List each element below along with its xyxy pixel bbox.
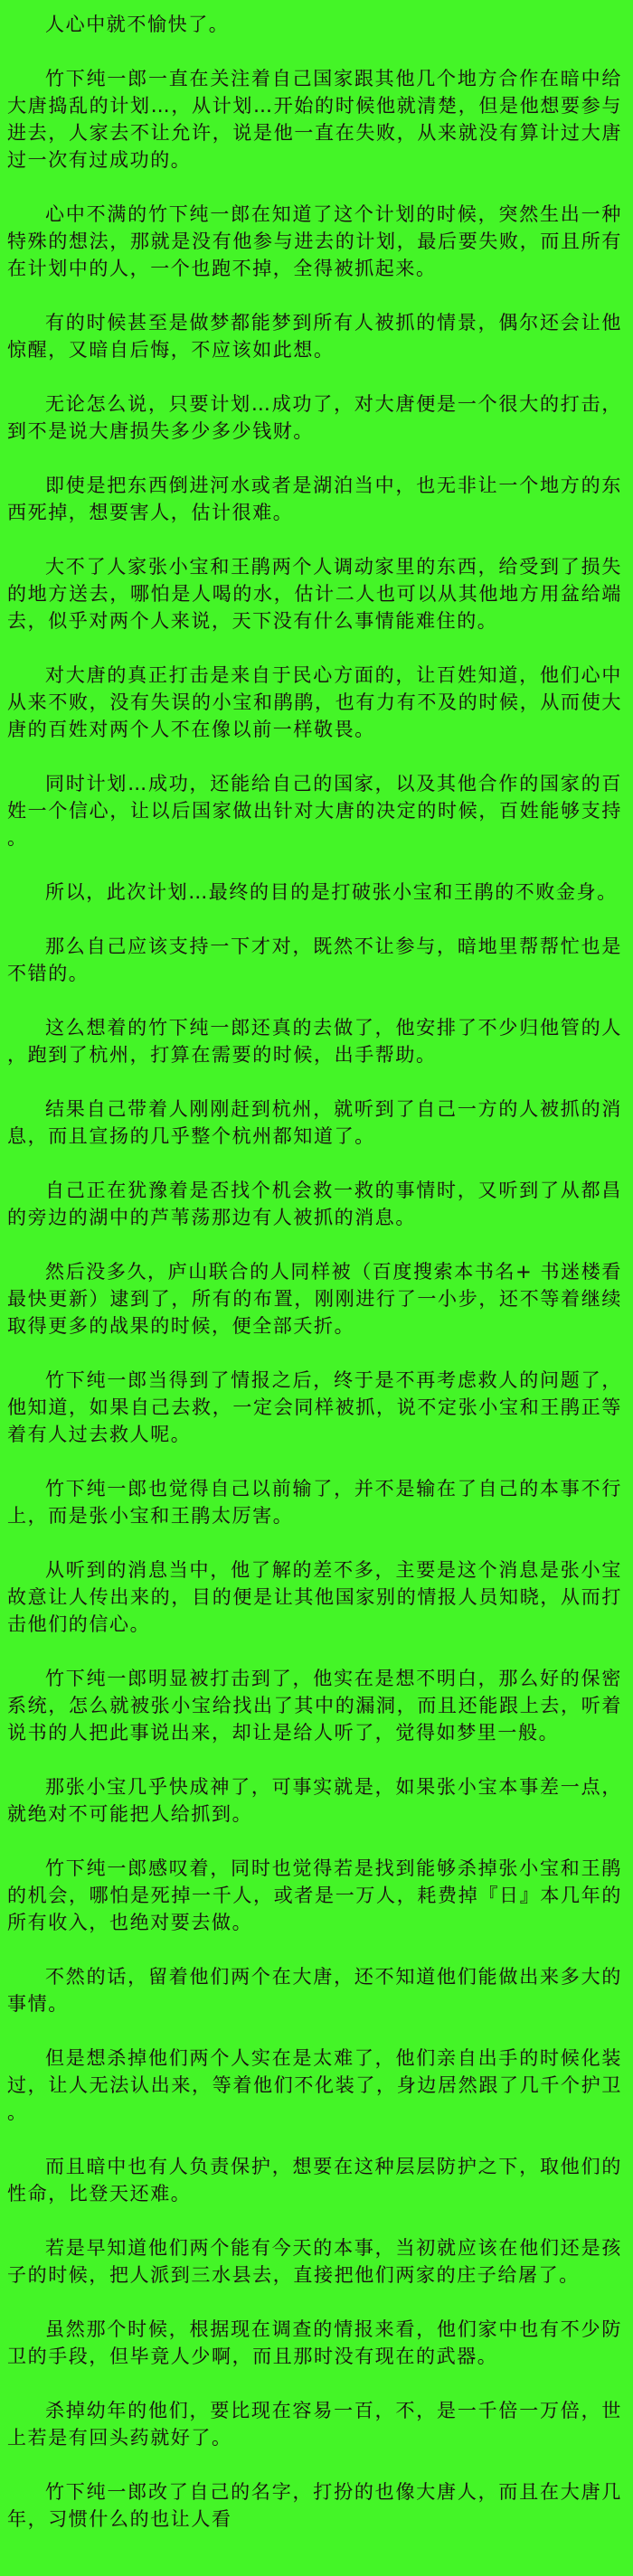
paragraph: 那张小宝几乎快成神了，可事实就是，如果张小宝本事差一点，就绝对不可能把人给抓到。 <box>7 1776 622 1825</box>
paragraph: 竹下纯一郎一直在关注着自己国家跟其他几个地方合作在暗中给大唐捣乱的计划…，从计划…开始的时候他就清楚，但是他想要参与进去，人家去不让允许，说是他一直在失败，从来就没有算计过大唐过一次有过成功的。 <box>7 68 622 171</box>
paragraph: 然后没多久，庐山联合的人同样被（百度搜索本书名+ 书迷楼看最快更新）逮到了，所有的布置，刚刚进行了一小步，还不等着继续取得更多的战果的时候，便全部夭折。 <box>7 1261 622 1337</box>
paragraph: 若是早知道他们两个能有今天的本事，当初就应该在他们还是孩子的时候，把人派到三水县去，直接把他们两家的庄子给屠了。 <box>7 2237 622 2286</box>
paragraph: 而且暗中也有人负责保护，想要在这种层层防护之下，取他们的性命，比登天还难。 <box>7 2156 622 2205</box>
paragraph: 结果自己带着人刚刚赶到杭州，就听到了自己一方的人被抓的消息，而且宣扬的几乎整个杭州都知道了。 <box>7 1098 622 1147</box>
paragraph: 对大唐的真正打击是来自于民心方面的，让百姓知道，他们心中从来不败，没有失误的小宝和鹃鹃，也有力有不及的时候，从而使大唐的百姓对两个人不在像以前一样敬畏。 <box>7 664 622 740</box>
paragraph: 那么自己应该支持一下才对，既然不让参与，暗地里帮帮忙也是不错的。 <box>7 935 622 984</box>
paragraph: 不然的话，留着他们两个在大唐，还不知道他们能做出来多大的事情。 <box>7 1966 622 2015</box>
paragraph: 竹下纯一郎改了自己的名字，打扮的也像大唐人，而且在大唐几年，习惯什么的也让人看 <box>7 2481 622 2530</box>
paragraph: 有的时候甚至是做梦都能梦到所有人被抓的情景，偶尔还会让他惊醒，又暗自后悔，不应该如此想。 <box>7 312 622 361</box>
paragraph: 心中不满的竹下纯一郎在知道了这个计划的时候，突然生出一种特殊的想法，那就是没有他参与进去的计划，最后要失败，而且所有在计划中的人，一个也跑不掉，全得被抓起来。 <box>7 203 622 279</box>
paragraph: 无论怎么说，只要计划…成功了，对大唐便是一个很大的打击，到不是说大唐损失多少多少钱财。 <box>7 393 622 442</box>
paragraph: 但是想杀掉他们两个人实在是太难了，他们亲自出手的时候化装过，让人无法认出来，等着他们不化装了，身边居然跟了几千个护卫。 <box>7 2047 622 2123</box>
paragraph: 竹下纯一郎感叹着，同时也觉得若是找到能够杀掉张小宝和王鹃的机会，哪怕是死掉一千人，或者是一万人，耗费掉『日』本几年的所有收入，也绝对要去做。 <box>7 1857 622 1933</box>
paragraph: 大不了人家张小宝和王鹃两个人调动家里的东西，给受到了损失的地方送去，哪怕是人喝的水，估计二人也可以从其他地方用盆给端去，似乎对两个人来说，天下没有什么事情能难住的。 <box>7 556 622 632</box>
paragraph: 竹下纯一郎也觉得自己以前输了，并不是输在了自己的本事不行上，而是张小宝和王鹃太厉害。 <box>7 1478 622 1527</box>
paragraph: 从听到的消息当中，他了解的差不多，主要是这个消息是张小宝故意让人传出来的，目的便是让其他国家别的情报人员知晓，从而打击他们的信心。 <box>7 1559 622 1635</box>
paragraph: 杀掉幼年的他们，要比现在容易一百，不，是一千倍一万倍，世上若是有回头药就好了。 <box>7 2400 622 2449</box>
paragraph: 即使是把东西倒进河水或者是湖泊当中，也无非让一个地方的东西死掉，想要害人，估计很难。 <box>7 475 622 523</box>
paragraph: 竹下纯一郎当得到了情报之后，终于是不再考虑救人的问题了，他知道，如果自己去救，一定会同样被抓，说不定张小宝和王鹃正等着有人过去救人呢。 <box>7 1369 622 1445</box>
paragraph: 虽然那个时候，根据现在调查的情报来看，他们家中也有不少防卫的手段，但毕竟人少啊，而且那时没有现在的武器。 <box>7 2318 622 2367</box>
paragraph: 人心中就不愉快了。 <box>45 14 230 35</box>
paragraph: 这么想着的竹下纯一郎还真的去做了，他安排了不少归他管的人，跑到了杭州，打算在需要的时候，出手帮助。 <box>7 1017 622 1066</box>
paragraph: 竹下纯一郎明显被打击到了，他实在是想不明白，那么好的保密系统，怎么就被张小宝给找出了其中的漏洞，而且还能跟上去，听着说书的人把此事说出来，却让是给人听了，觉得如梦里一般。 <box>7 1668 622 1744</box>
paragraph: 所以，此次计划…最终的目的是打破张小宝和王鹃的不败金身。 <box>45 881 618 903</box>
paragraph: 同时计划…成功，还能给自己的国家，以及其他合作的国家的百姓一个信心，让以后国家做出针对大唐的决定的时候，百姓能够支持。 <box>7 773 622 849</box>
paragraph: 自己正在犹豫着是否找个机会救一救的事情时，又听到了从都昌的旁边的湖中的芦苇荡那边有人被抓的消息。 <box>7 1180 622 1228</box>
